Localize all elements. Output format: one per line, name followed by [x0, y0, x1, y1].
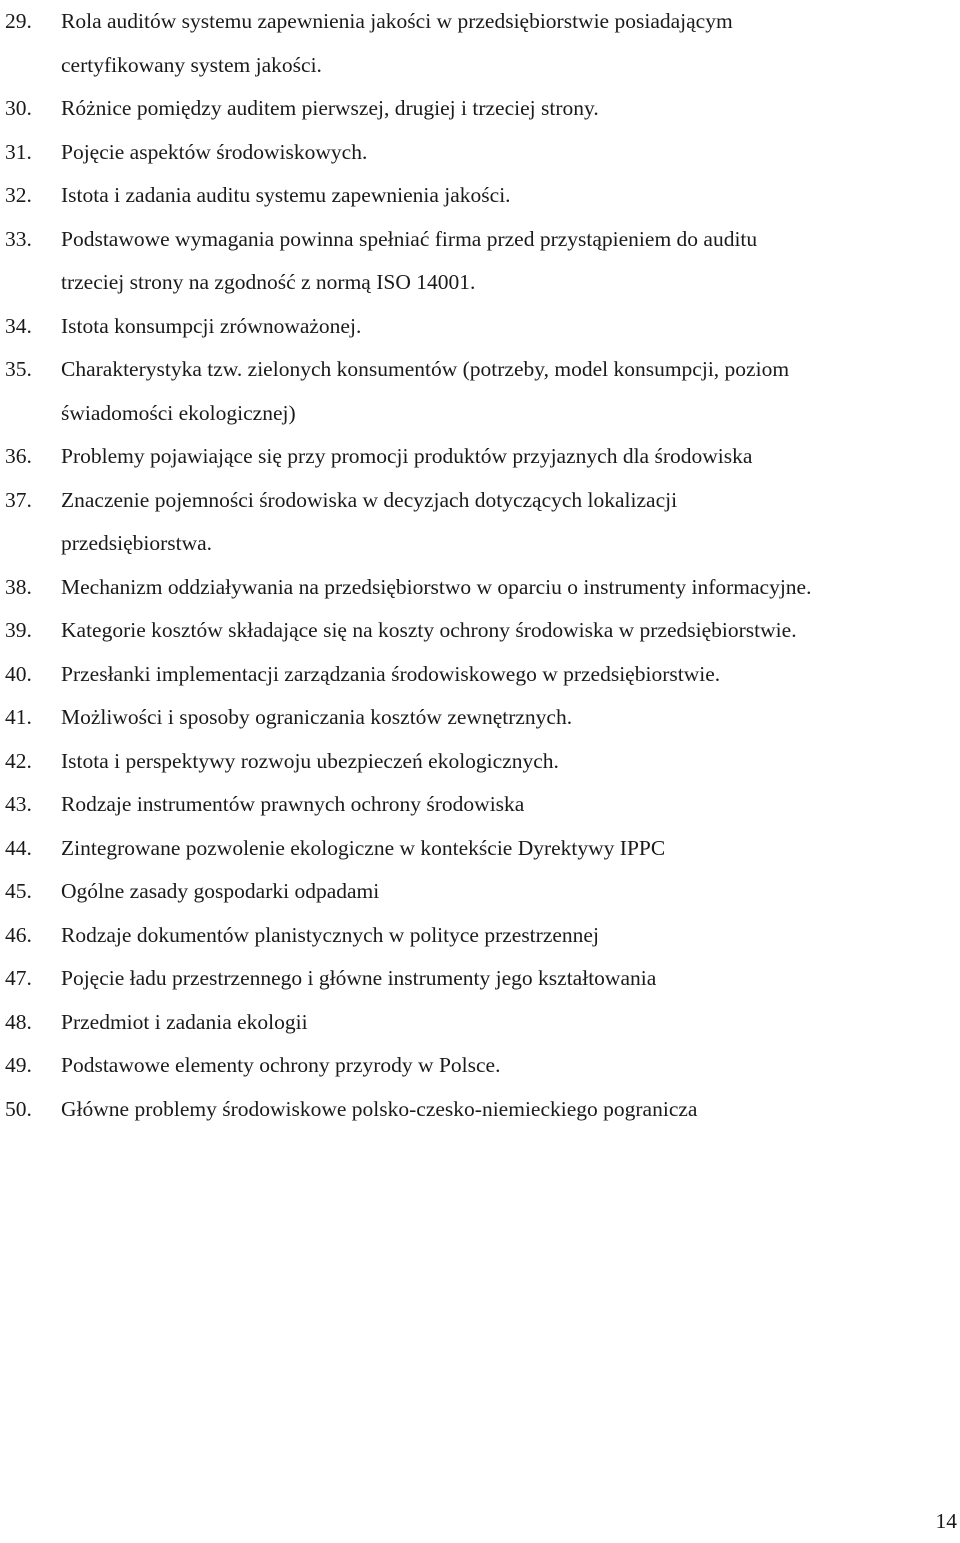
list-item	[0, 914, 960, 958]
item-text: Problemy pojawiające się przy promocji produktów przyjaznych dla środowiska	[61, 444, 753, 468]
list-item	[0, 1044, 960, 1088]
item-number: 48.	[5, 1009, 32, 1034]
list-item	[0, 0, 960, 87]
list-item	[0, 435, 960, 479]
list-item	[0, 305, 960, 349]
item-number: 50.	[5, 1096, 32, 1121]
item-number: 38.	[5, 574, 32, 599]
item-text: Ogólne zasady gospodarki odpadami	[61, 879, 380, 903]
list-item	[0, 696, 960, 740]
item-text: Rodzaje dokumentów planistycznych w polityce przestrzennej	[61, 922, 599, 947]
item-text: Przesłanki implementacji zarządzania środowiskowego w przedsiębiorstwie.	[61, 661, 721, 686]
item-number: 33.	[5, 226, 32, 251]
item-text: Różnice pomiędzy auditem pierwszej, drugiej i trzeciej strony.	[61, 96, 599, 120]
item-text: Główne problemy środowiskowe polsko-czesko-niemieckiego pogranicza	[61, 1096, 698, 1121]
list-item	[0, 174, 960, 218]
list-item	[0, 1088, 960, 1132]
item-number: 37.	[5, 487, 32, 512]
item-text: Istota i zadania auditu systemu zapewnienia jakości.	[61, 183, 511, 207]
item-number: 42.	[5, 748, 32, 773]
list-item	[0, 348, 960, 435]
item-text: Rola auditów systemu zapewnienia jakości w przedsiębiorstwie posiadającym	[61, 9, 733, 33]
page-number: 14	[935, 1509, 957, 1533]
item-number: 35.	[5, 357, 32, 381]
item-number: 31.	[5, 139, 32, 164]
item-number: 32.	[5, 183, 32, 207]
item-text: świadomości ekologicznej)	[61, 400, 296, 425]
item-number: 30.	[5, 96, 32, 120]
item-text: Zintegrowane pozwolenie ekologiczne w kontekście Dyrektywy IPPC	[61, 835, 666, 860]
item-text: przedsiębiorstwa.	[61, 531, 213, 555]
item-text: Podstawowe elementy ochrony przyrody w Polsce.	[61, 1053, 501, 1077]
item-text: Pojęcie ładu przestrzennego i główne instrumenty jego kształtowania	[61, 966, 657, 990]
list-item	[0, 783, 960, 827]
list-item	[0, 87, 960, 131]
list-item	[0, 740, 960, 784]
list-item	[0, 870, 960, 914]
item-text: Charakterystyka tzw. zielonych konsumentów (potrzeby, model konsumpcji, poziom	[61, 357, 790, 381]
item-text: Pojęcie aspektów środowiskowych.	[61, 139, 368, 164]
item-number: 45.	[5, 879, 32, 903]
list-item	[0, 957, 960, 1001]
item-number: 41.	[5, 705, 32, 729]
list-item	[0, 653, 960, 697]
item-text: Rodzaje instrumentów prawnych ochrony środowiska	[61, 792, 525, 816]
list-item	[0, 609, 960, 653]
item-text: Znaczenie pojemności środowiska w decyzjach dotyczących lokalizacji	[61, 487, 678, 512]
item-number: 29.	[5, 9, 32, 33]
list-item	[0, 827, 960, 871]
item-number: 40.	[5, 661, 32, 686]
item-number: 47.	[5, 966, 32, 990]
item-number: 34.	[5, 313, 32, 338]
item-text: Podstawowe wymagania powinna spełniać firma przed przystąpieniem do auditu	[61, 226, 758, 251]
list-item	[0, 218, 960, 305]
item-text: Mechanizm oddziaływania na przedsiębiorstwo w oparciu o instrumenty informacyjne.	[61, 574, 812, 599]
list-item	[0, 566, 960, 610]
item-text: Istota konsumpcji zrównoważonej.	[61, 313, 362, 338]
list-item	[0, 131, 960, 175]
list-item	[0, 1001, 960, 1045]
item-number: 36.	[5, 444, 32, 468]
item-text: Możliwości i sposoby ograniczania kosztów zewnętrznych.	[61, 705, 573, 729]
item-text: trzeciej strony na zgodność z normą ISO 14001.	[61, 270, 476, 294]
item-text: Przedmiot i zadania ekologii	[61, 1009, 308, 1034]
list-item	[0, 479, 960, 566]
item-number: 39.	[5, 618, 32, 642]
item-text: certyfikowany system jakości.	[61, 52, 322, 77]
item-number: 49.	[5, 1053, 32, 1077]
item-text: Kategorie kosztów składające się na koszty ochrony środowiska w przedsiębiorstwie.	[61, 618, 797, 642]
item-number: 44.	[5, 835, 32, 860]
item-number: 43.	[5, 792, 32, 816]
item-number: 46.	[5, 922, 32, 947]
item-text: Istota i perspektywy rozwoju ubezpieczeń ekologicznych.	[61, 748, 559, 773]
